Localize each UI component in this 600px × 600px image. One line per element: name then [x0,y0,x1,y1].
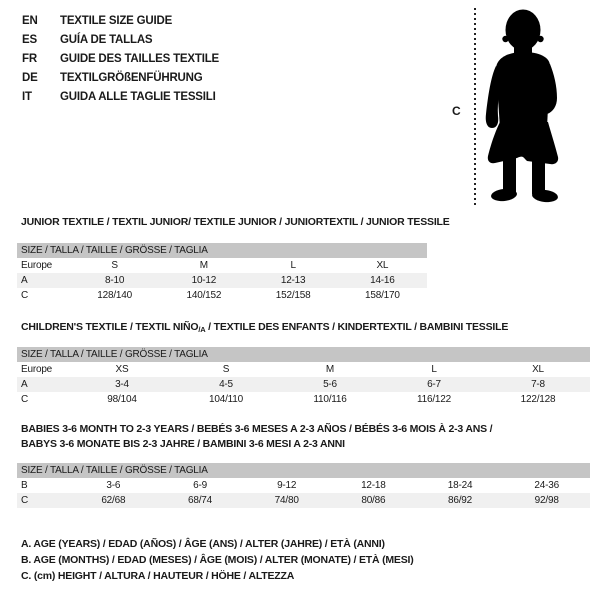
babies-section-title-line2: BABYS 3-6 MONATE BIS 2-3 JAHRE / BAMBINI 3-6 MESI A 2-3 ANNI [21,438,345,450]
table-cell: S [222,364,230,375]
table-row [17,377,590,392]
table-row [17,392,590,407]
table-cell: M [199,260,208,271]
table-cell: 7-8 [531,379,545,390]
lang-title: TEXTILGRÖßENFÜHRUNG [60,71,203,84]
table-cell: S [111,260,118,271]
footnote-c: C. (cm) HEIGHT / ALTURA / HAUTEUR / HÖHE / ALTEZZA [21,570,295,582]
lang-row-es [22,30,219,49]
babies-size-table [17,463,590,508]
footnote-a: A. AGE (YEARS) / EDAD (AÑOS) / ÂGE (ANS) / ALTER (JAHRE) / ETÀ (ANNI) [21,538,385,550]
table-cell: 86/92 [448,495,473,506]
table-cell: 3-4 [115,379,129,390]
table-cell: 104/110 [208,394,243,405]
table-cell: C [21,394,29,405]
lang-row-de [22,68,219,87]
table-row [17,258,427,273]
children-size-table [17,347,590,407]
table-cell: 6-7 [427,379,441,390]
table-cell: 128/140 [97,290,132,301]
table-cell: 4-5 [219,379,233,390]
table-cell: 140/152 [186,290,222,301]
lang-title: GUÍA DE TALLAS [60,33,153,46]
table-cell: C [21,290,29,301]
lang-code: EN [22,14,38,27]
children-section-title [21,321,508,334]
lang-row-en [22,11,219,30]
table-cell: L [431,364,437,375]
babies-section-title-line1: BABIES 3-6 MONTH TO 2-3 YEARS / BEBÉS 3-6 MESES A 2-3 AÑOS / BÉBÉS 3-6 MOIS À 2-3 ANS / [21,423,493,435]
baby-silhouette-icon [481,5,569,207]
table-cell: Europe [21,364,53,375]
table-row [17,362,590,377]
table-cell: 8-10 [105,275,125,286]
table-cell: B [21,480,28,491]
table-cell: Europe [21,260,53,271]
table-cell: L [290,260,296,271]
table-cell: 68/74 [187,495,213,506]
babies-size-header-bar: SIZE / TALLA / TAILLE / GRÖSSE / TAGLIA [17,463,590,478]
table-cell: 3-6 [106,480,121,491]
language-header [22,11,219,106]
table-cell: 12-18 [361,480,386,491]
lang-code: IT [22,90,32,103]
height-measure-label: C [452,104,461,118]
table-cell: 74/80 [274,495,299,506]
table-cell: 14-16 [370,275,395,286]
table-cell: 116/122 [416,394,451,405]
table-cell: XS [115,364,129,375]
children-title-subscript: /A [198,325,206,334]
table-cell: 5-6 [323,379,337,390]
table-cell: 92/98 [534,495,559,506]
table-cell: C [21,495,29,506]
children-size-header-bar: SIZE / TALLA / TAILLE / GRÖSSE / TAGLIA [17,347,590,362]
table-cell: 12-13 [280,275,306,286]
table-cell: 24-36 [534,480,559,491]
table-row [17,493,590,508]
lang-code: ES [22,33,37,46]
footnote-b: B. AGE (MONTHS) / EDAD (MESES) / ÂGE (MOIS) / ALTER (MONATE) / ETÀ (MESI) [21,554,414,566]
lang-row-it [22,87,219,106]
lang-title: GUIDE DES TAILLES TEXTILE [60,52,219,65]
junior-size-table [17,243,427,303]
junior-section-title: JUNIOR TEXTILE / TEXTIL JUNIOR/ TEXTILE JUNIOR / JUNIORTEXTIL / JUNIOR TESSILE [21,216,450,228]
table-cell: 10-12 [191,275,217,286]
children-title-post: / TEXTILE DES ENFANTS / KINDERTEXTIL / BAMBINI TESSILE [205,321,509,333]
junior-size-header-bar: SIZE / TALLA / TAILLE / GRÖSSE / TAGLIA [17,243,427,258]
table-cell: M [325,364,335,375]
lang-title: TEXTILE SIZE GUIDE [60,14,173,27]
lang-code: FR [22,52,37,65]
table-cell: 62/68 [101,495,126,506]
table-cell: 122/128 [520,394,556,405]
table-cell: 6-9 [193,480,207,491]
lang-row-fr [22,49,219,68]
table-row [17,478,590,493]
table-row [17,273,427,288]
children-title-pre: CHILDREN'S TEXTILE / TEXTIL NIÑO [21,321,199,333]
table-cell: 18-24 [447,480,473,491]
table-cell: 98/104 [107,394,137,405]
table-cell: 152/158 [275,290,311,301]
table-cell: 158/170 [365,290,400,301]
table-cell: A [21,379,28,390]
table-row [17,288,427,303]
height-measure-dashed-line [474,8,476,208]
table-cell: 9-12 [277,480,297,491]
table-cell: 110/116 [313,394,347,405]
table-cell: XL [532,364,544,375]
lang-code: DE [22,71,38,84]
table-cell: A [21,275,28,286]
lang-title: GUIDA ALLE TAGLIE TESSILI [60,90,216,103]
table-cell: 80/86 [361,495,386,506]
table-cell: XL [376,260,389,271]
